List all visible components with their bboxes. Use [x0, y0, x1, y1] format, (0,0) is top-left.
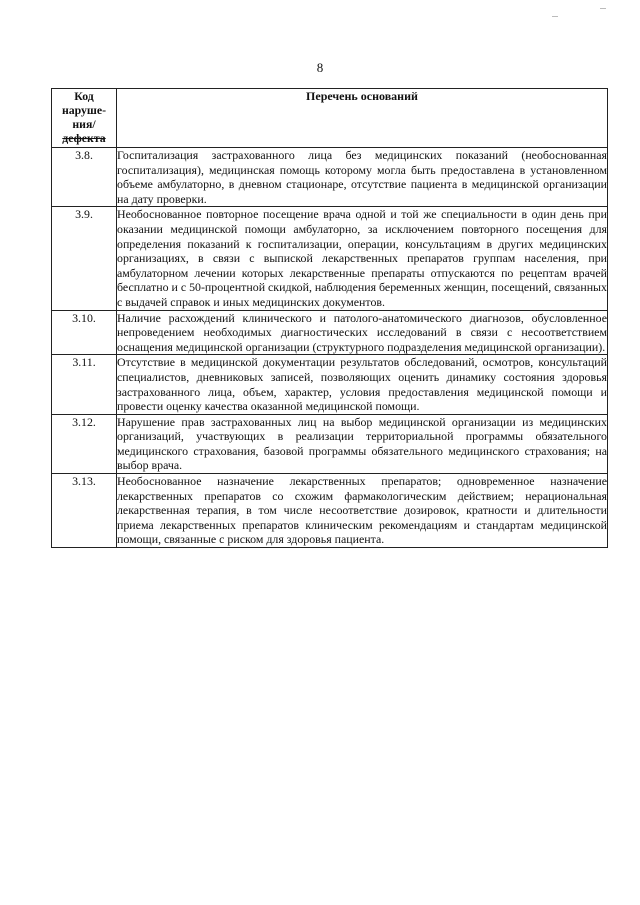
violation-description: Госпитализация застрахованного лица без медицинских показаний (необоснованная госпитализация), медицинская помощь которому могла быть предоставлена в установленном объеме амбулаторно, в дневном стационаре, отсутствие пациента в медицинской организации на дату проверки. — [117, 148, 607, 206]
table-row — [52, 474, 608, 548]
table-row — [52, 207, 608, 310]
violation-code: 3.13. — [52, 474, 117, 548]
violation-description: Наличие расхождений клинического и патолого-анатомического диагнозов, обусловленное непроведением необходимых диагностических исследований в связи с несоответствием оснащения медицинской организации (структурного подразделения медицинской организации). — [117, 310, 607, 354]
violation-description: Необоснованное повторное посещение врача одной и той же специальности в один день при оказании медицинской помощи амбулаторно, за исключением повторного посещения для определения показаний к госпитализации, операции, консультациям в других медицинских организациях, в связи с выпиской лекарственных препаратов группам населения, при амбулаторном лечении которых лекарственные препараты отпускаются по рецептам врачей бесплатно и с 50-процентной скидкой, наблюдения беременных женщин, посещений, связанных с выдачей справок и иных медицинских документов. — [117, 207, 607, 309]
table-row — [52, 148, 608, 207]
violation-code: 3.12. — [52, 414, 117, 473]
code-header-line: Код — [74, 89, 94, 103]
violation-description: Отсутствие в медицинской документации результатов обследований, осмотров, консультаций специалистов, дневниковых записей, позволяющих оценить динамику состояния здоровья застрахованного лица, объем, характер, условия предоставления медицинской помощи и провести оценку качества оказанной медицинской помощи. — [117, 355, 607, 414]
table-row — [52, 414, 608, 473]
code-header-line: наруше- — [61, 103, 107, 117]
violation-description: Нарушение прав застрахованных лиц на выбор медицинской организации из медицинских организаций, участвующих в реализации территориальной программы обязательного медицинского страхования, базовой программы обязательного медицинского страхования; на выбор врача. — [117, 414, 607, 473]
page-number: 8 — [316, 60, 324, 75]
reasons-table — [51, 88, 608, 548]
table-row — [52, 355, 608, 414]
code-header-line: дефекта — [62, 131, 106, 145]
violation-description: Необоснованное назначение лекарственных препаратов; одновременное назначение лекарственных препаратов со схожим фармакологическим действием; нерациональная лекарственная терапия, в том числе несоответствие дозировок, кратности и длительности приема лекарственных препаратов клиническим рекомендациям и стандартам медицинской помощи, связанные с риском для здоровья пациента. — [117, 474, 607, 547]
table-row — [52, 310, 608, 355]
violation-code: 3.9. — [52, 207, 117, 310]
reasons-column-header: Перечень оснований — [117, 89, 608, 148]
code-column-header — [52, 89, 117, 148]
violation-code: 3.8. — [52, 148, 117, 207]
code-header-line: ния/ — [72, 117, 96, 131]
scan-artifact — [600, 8, 606, 9]
table-header-row — [52, 89, 608, 148]
violation-code: 3.10. — [52, 310, 117, 355]
scan-artifact — [552, 16, 558, 17]
violation-code: 3.11. — [52, 355, 117, 414]
